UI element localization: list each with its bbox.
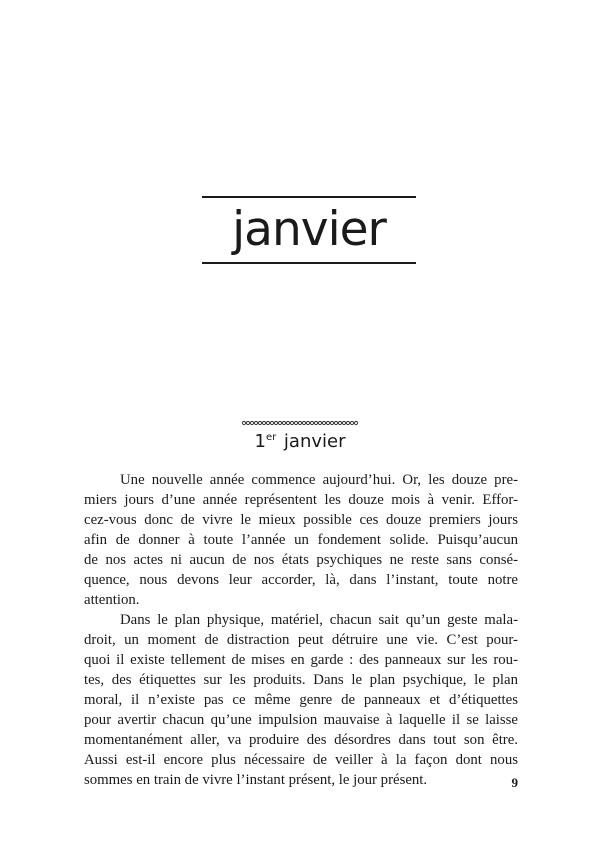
text-line: de nos actes ni aucun de nos états psychiques ne reste sans consé- bbox=[84, 552, 518, 568]
paragraph-1 bbox=[84, 470, 518, 610]
month-rule-top bbox=[202, 196, 416, 198]
day-suffix: er bbox=[265, 432, 277, 443]
paragraph-2 bbox=[84, 610, 518, 790]
page-number: 9 bbox=[511, 775, 518, 790]
text-line: attention. bbox=[84, 592, 140, 608]
text-line: sommes en train de vivre l’instant présent, le jour présent. bbox=[84, 772, 428, 788]
text-line: droit, un moment de distraction peut détruire une vie. C’est pour- bbox=[84, 632, 518, 648]
text-line: miers jours d’une année représentent les douze mois à venir. Effor- bbox=[84, 492, 518, 508]
day-title bbox=[100, 430, 500, 454]
body-text bbox=[84, 470, 518, 790]
text-line: quence, nous devons leur accorder, là, dans l’instant, toute notre bbox=[84, 572, 518, 588]
ornament-divider bbox=[242, 419, 358, 427]
text-line: quoi il existe tellement de mises en garde : des panneaux sur les rou- bbox=[84, 652, 518, 668]
month-heading bbox=[202, 196, 416, 264]
text-line: moral, il n’existe pas ce même genre de panneaux et d’étiquettes bbox=[84, 692, 518, 708]
text-line: Dans le plan physique, matériel, chacun sait qu’un geste mala- bbox=[120, 612, 518, 628]
month-rule-bottom bbox=[202, 262, 416, 264]
text-line: Aussi est-il encore plus nécessaire de veiller à la façon dont nous bbox=[84, 752, 518, 768]
day-month: janvier bbox=[278, 431, 346, 452]
text-line: Une nouvelle année commence aujourd’hui. Or, les douze pre- bbox=[120, 472, 518, 488]
text-line: cez-vous donc de vivre le mieux possible ces douze premiers jours bbox=[84, 512, 518, 528]
text-line: tes, des étiquettes sur les produits. Dans le plan psychique, le plan bbox=[84, 672, 518, 688]
text-line: afin de donner à toute l’année un fondement solide. Puisqu’aucun bbox=[84, 532, 518, 548]
text-line: pour avertir chacun qu’une impulsion mauvaise à laquelle il se laisse bbox=[84, 712, 518, 728]
month-title: janvier bbox=[232, 202, 386, 257]
text-line: momentanément aller, va produire des désordres dans tout son être. bbox=[84, 732, 518, 748]
day-number: 1 bbox=[254, 431, 266, 452]
